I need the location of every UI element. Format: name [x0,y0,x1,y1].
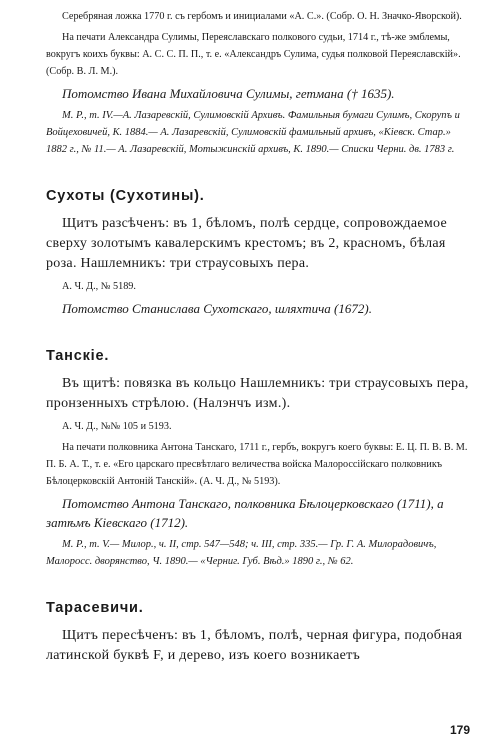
heading-sukhoty: Сухоты (Сухотины). [46,188,205,204]
reference-tanskie: А. Ч. Д., №№ 105 и 5193. [62,421,172,432]
reference-sukhoty: А. Ч. Д., № 5189. [62,281,136,292]
paragraph-silver-spoon: Серебряная ложка 1770 г. съ гербомъ и инициалами «А. С.». (Собр. О. Н. Значко-Яворской). [62,11,462,22]
paragraph-sulima-seal: На печати Александра Сулимы, Переяславскаго полкового судьи, 1714 г., тѣ-же эмблемы, вокругъ коихъ буквы: А. С. С. П. П., т. е. «Александръ Сулима, судья полковой Переяславскій». (Собр. В. Л. М.). [46,32,461,77]
lineage-sulima: Потомство Ивана Михайловича Сулимы, гетмана († 1635). [62,86,395,101]
heading-tanskie: Танскіе. [46,348,110,364]
lineage-sukhoty: Потомство Станислава Сухотскаго, шляхтича (1672). [62,301,372,316]
heading-tarasevichi: Тарасевичи. [46,600,144,616]
document-page [46,8,470,666]
references-tanskie: М. Р., т. V.— Милор., ч. II, стр. 547—548; ч. III, стр. 335.— Гр. Г. А. Милорадовичъ, Малоросс. дворянство, Ч. 1890.— «Черниг. Губ. Вѣд.» 1890 г., № 62. [46,539,437,567]
lineage-tanskie: Потомство Антона Танскаго, полковника Бѣлоцерковскаго (1711), а затѣмъ Кіевскаго (1712). [46,496,444,530]
description-sukhoty: Щитъ разсѣченъ: въ 1, бѣломъ, полѣ сердце, сопровождаемое сверху золотымъ кавалерскимъ крестомъ; въ 2, красномъ, бѣлая роза. Нашлемникъ: три страусовыхъ пера. [46,216,448,271]
references-sulima: М. Р., т. IV.—А. Лазаревскій, Сулимовскій Архивъ. Фамильныя бумаги Сулимъ, Скорупъ и Войцеховичей, К. 1884.— А. Лазаревскій, Сулимовскій фамильный архивъ, «Кіевск. Стар.» 1882 г., № 11.— А. Лазаревскій, Мотыжинскій архивъ, К. 1890.— Списки Черни. дв. 1783 г. [46,110,460,155]
description-tanskie: Въ щитѣ: повязка въ кольцо Нашлемникъ: три страусовыхъ пера, пронзенныхъ стрѣлою. (Налэнчъ изм.). [46,376,469,411]
page-number: 179 [449,723,470,737]
paragraph-tansky-seal: На печати полковника Антона Танскаго, 1711 г., гербъ, вокругъ коего буквы: Е. Ц. П. В. В. М. П. Б. А. Т., т. е. «Его царскаго пресвѣтлаго величества войска Малороссійскаго полковникъ Бѣлоцерковскій Антоній Танскій». (А. Ч. Д., № 5193). [46,442,468,487]
description-tarasevichi: Щитъ пересѣченъ: въ 1, бѣломъ, полѣ, черная фигура, подобная латинской буквѣ F, и дерево, изъ коего возникаетъ [46,628,463,663]
